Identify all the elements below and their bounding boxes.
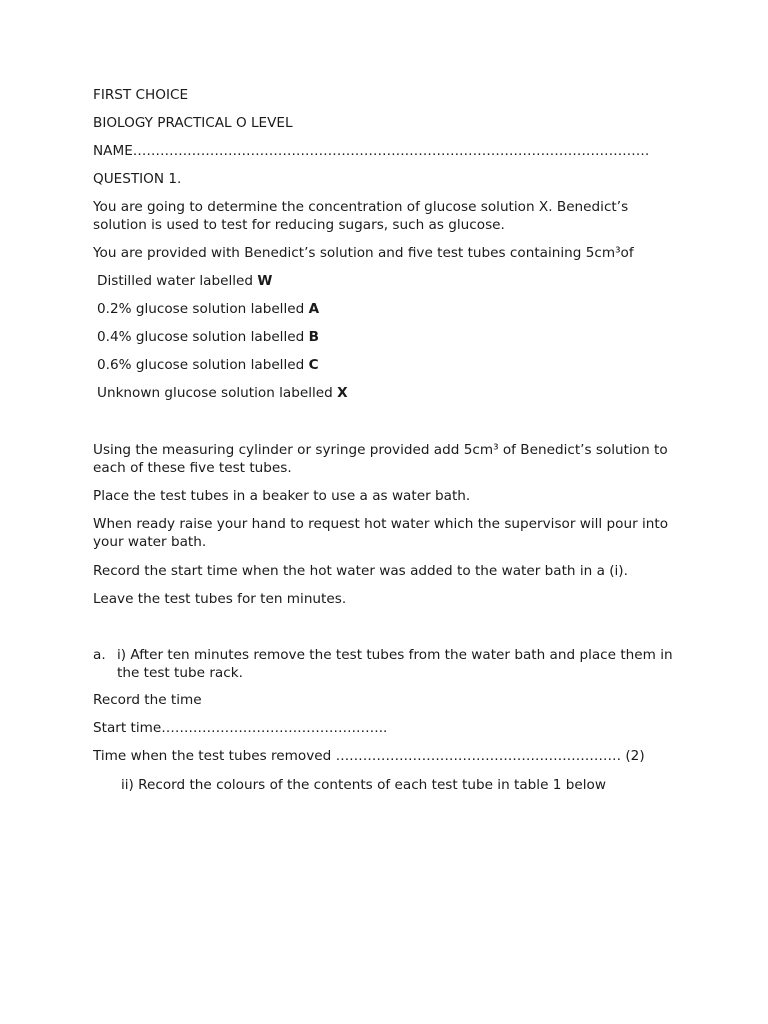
tube-label: W [257, 273, 273, 289]
provided-paragraph: You are provided with Benedict’s solution and five test tubes containing 5cm³of [93, 245, 634, 261]
document-title: FIRST CHOICE [93, 87, 189, 103]
instruction-paragraph: Place the test tubes in a beaker to use a as water bath. [93, 488, 471, 504]
tube-text: 0.4% glucose solution labelled [97, 329, 309, 345]
tube-item [97, 300, 319, 318]
tube-text: Unknown glucose solution labelled [97, 385, 338, 401]
intro-paragraph: You are going to determine the concentration of glucose solution X. Benedict’s solution is used to test for reducing sugars, such as glucose. [93, 199, 629, 233]
start-time-line: Start time………………………………………….. [93, 720, 388, 736]
tube-item [97, 328, 319, 346]
tube-item [97, 272, 272, 290]
tube-item [97, 384, 348, 402]
tube-label: B [308, 329, 319, 345]
tube-label: C [308, 357, 319, 373]
instruction-paragraph: Leave the test tubes for ten minutes. [93, 591, 347, 607]
sub-question-ii: ii) Record the colours of the contents of each test tube in table 1 below [121, 777, 606, 793]
document-subtitle: BIOLOGY PRACTICAL O LEVEL [93, 115, 293, 131]
record-time-label: Record the time [93, 692, 202, 708]
part-a-marker: a. [93, 647, 106, 663]
part-a-text: i) After ten minutes remove the test tubes from the water bath and place them in the test tube rack. [117, 647, 673, 681]
name-line: NAME…………………………………………………………………………………………………… [93, 143, 650, 159]
tube-text: 0.6% glucose solution labelled [97, 357, 309, 373]
tube-item [97, 356, 319, 374]
instruction-paragraph: Record the start time when the hot water was added to the water bath in a (i). [93, 563, 628, 579]
tube-label: X [337, 385, 348, 401]
tube-text: 0.2% glucose solution labelled [97, 301, 309, 317]
instruction-paragraph: When ready raise your hand to request hot water which the supervisor will pour into your water bath. [93, 516, 669, 550]
instruction-paragraph: Using the measuring cylinder or syringe provided add 5cm³ of Benedict’s solution to each of these five test tubes. [93, 442, 668, 476]
tube-text: Distilled water labelled [97, 273, 258, 289]
removed-time-line: Time when the test tubes removed ……………………………………………………… (2) [93, 748, 645, 764]
question-heading: QUESTION 1. [93, 171, 182, 187]
tube-label: A [308, 301, 320, 317]
